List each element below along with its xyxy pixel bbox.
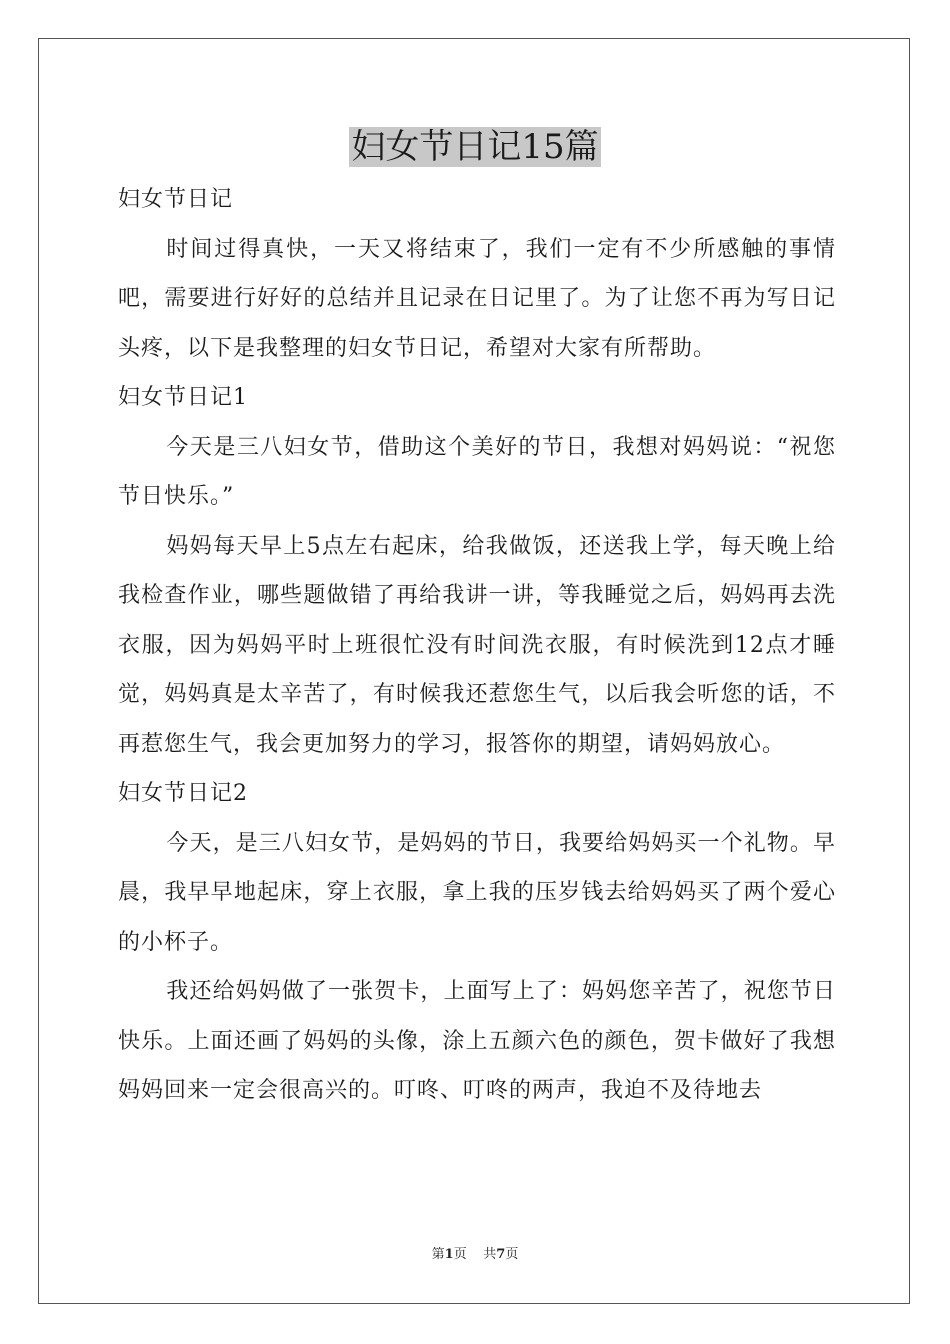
body-paragraph: 妈妈每天早上5点左右起床，给我做饭，还送我上学，每天晚上给我检查作业，哪些题做错了再给我讲一讲，等我睡觉之后，妈妈再去洗衣服，因为妈妈平时上班很忙没有时间洗衣服，有时候洗到12点才睡觉，妈妈真是太辛苦了，有时候我还惹您生气，以后我会听您的话，不再惹您生气，我会更加努力的学习，报答你的期望，请妈妈放心。: [118, 533, 836, 757]
total-prefix: 共: [483, 1247, 497, 1262]
body-paragraph: 时间过得真快，一天又将结束了，我们一定有不少所感触的事情吧，需要进行好好的总结并且记录在日记里了。为了让您不再为写日记头疼，以下是我整理的妇女节日记，希望对大家有所帮助。: [118, 236, 836, 361]
body-paragraph: 今天是三八妇女节，借助这个美好的节日，我想对妈妈说：“祝您节日快乐。”: [118, 434, 836, 509]
body-paragraph: 我还给妈妈做了一张贺卡，上面写上了：妈妈您辛苦了，祝您节日快乐。上面还画了妈妈的头像，涂上五颜六色的颜色，贺卡做好了我想妈妈回来一定会很高兴的。叮咚、叮咚的两声，我迫不及待地去: [118, 979, 836, 1103]
page-unit: 页: [453, 1247, 467, 1262]
page-number: 1: [444, 1247, 454, 1262]
section-heading: 妇女节日记2: [118, 781, 248, 806]
document-title: [0, 124, 950, 170]
section-heading: 妇女节日记1: [118, 385, 248, 410]
page-footer: [0, 1246, 950, 1264]
page-prefix: 第: [431, 1247, 445, 1262]
section-heading: 妇女节日记: [118, 187, 234, 212]
page-total: 7: [496, 1247, 506, 1262]
total-unit: 页: [505, 1247, 519, 1262]
document-title-text: 妇女节日记15篇: [351, 127, 599, 167]
body-paragraph: 今天，是三八妇女节，是妈妈的节日，我要给妈妈买一个礼物。早晨，我早早地起床，穿上衣服，拿上我的压岁钱去给妈妈买了两个爱心的小杯子。: [118, 830, 836, 955]
document-body: [118, 175, 836, 1116]
